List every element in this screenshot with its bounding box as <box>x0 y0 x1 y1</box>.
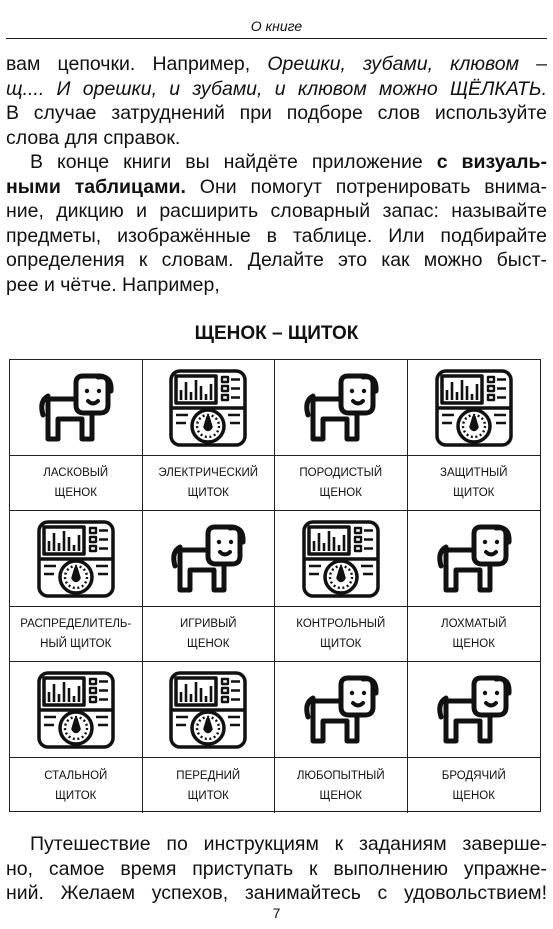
text-line: В случае затруднений при подборе слов используйте <box>6 102 547 125</box>
label-cell <box>10 456 143 511</box>
cell-label-line: ЩИТОК <box>187 487 229 499</box>
label-cell <box>143 456 276 511</box>
image-cell <box>10 511 143 607</box>
text-line: слова для справок. <box>6 126 181 149</box>
cell-label-line: ЩИТОК <box>55 789 97 802</box>
cell-label-line: ЗАЩИТНЫЙ <box>440 467 508 479</box>
label-cell <box>143 758 276 813</box>
control-panel-icon <box>168 368 248 448</box>
puppy-icon <box>301 673 381 747</box>
image-cell <box>143 360 276 456</box>
cell-label-line: ЛОХМАТЫЙ <box>441 618 507 630</box>
table-title: ЩЕНОК – ЩИТОК <box>194 323 359 344</box>
image-cell <box>10 360 143 456</box>
puppy-icon <box>36 371 116 445</box>
text-line: предметы, изображённые в таблице. Или подбирайте <box>6 224 547 247</box>
image-cell <box>143 511 276 607</box>
cell-label-line: КОНТРОЛЬНЫЙ <box>296 618 386 630</box>
image-cell <box>143 662 276 758</box>
text-line: определения к словам. Делайте это как можно быст- <box>6 249 547 272</box>
cell-label-line: ЩЕНОК <box>54 487 97 499</box>
cell-label-line: ЭЛЕКТРИЧЕСКИЙ <box>158 467 259 479</box>
control-panel-icon <box>168 670 248 750</box>
cell-label-line: БРОДЯЧИЙ <box>441 769 506 782</box>
header-divider <box>6 38 547 39</box>
running-header: О книге <box>250 18 303 34</box>
control-panel-icon <box>36 670 116 750</box>
label-cell <box>408 607 541 662</box>
label-cell <box>143 607 276 662</box>
image-cell <box>408 511 541 607</box>
puppy-icon <box>301 371 381 445</box>
image-cell <box>408 662 541 758</box>
puppy-icon <box>434 522 514 596</box>
text-line: ний. Желаем успехов, занимайтесь с удовольствием! <box>6 882 547 905</box>
image-cell <box>10 662 143 758</box>
text-line: щ.... И орешки, и зубами, и клювом можно ЩЁЛКАТЬ. <box>6 77 547 100</box>
visual-table <box>9 359 541 812</box>
cell-label-line: ПОРОДИСТЫЙ <box>299 467 383 479</box>
cell-label-line: ЛЮБОПЫТНЫЙ <box>296 769 385 782</box>
closing-paragraph <box>6 832 547 906</box>
text-line: В конце книги вы найдёте приложение с визуаль- <box>30 151 547 173</box>
cell-label-line: ЩЕНОК <box>319 487 362 499</box>
cell-label-line: ЛАСКОВЫЙ <box>43 467 109 479</box>
text-line: но, самое время приступать к выполнению упражне- <box>6 857 547 880</box>
page-number: 7 <box>272 905 281 921</box>
label-cell <box>10 758 143 813</box>
cell-label-line: НЫЙ ЩИТОК <box>40 638 112 650</box>
text-line: ние, дикцию и расширить словарный запас: называйте <box>6 200 547 223</box>
control-panel-icon <box>36 519 116 599</box>
control-panel-icon <box>301 519 381 599</box>
image-cell <box>408 360 541 456</box>
label-cell <box>10 607 143 662</box>
cell-label-line: СТАЛЬНОЙ <box>44 769 108 782</box>
label-cell <box>275 758 408 813</box>
text-line: ными таблицами. Они помогут потренировать внима- <box>6 175 547 198</box>
label-cell <box>408 758 541 813</box>
control-panel-icon <box>434 368 514 448</box>
label-cell <box>275 607 408 662</box>
label-cell <box>275 456 408 511</box>
appendix-paragraph <box>6 150 547 298</box>
cell-label-line: ЩЕНОК <box>319 789 362 802</box>
text-line: вам цепочки. Например, Орешки, зубами, клювом – <box>6 53 548 75</box>
cell-label-line: ЩЕНОК <box>452 789 495 802</box>
cell-label-line: ЩИТОК <box>187 789 229 802</box>
cell-label-line: ПЕРЕДНИЙ <box>176 769 241 782</box>
image-cell <box>275 662 408 758</box>
text-line: рее и чётче. Например, <box>6 273 220 296</box>
puppy-icon <box>168 522 248 596</box>
puppy-icon <box>434 673 514 747</box>
intro-paragraph <box>6 52 547 150</box>
text-line: Путешествие по инструкциям к заданиям заверше- <box>30 833 547 855</box>
image-cell <box>275 360 408 456</box>
cell-label-line: ЩЕНОК <box>452 638 495 650</box>
cell-label-line: РАСПРЕДЕЛИТЕЛЬ- <box>20 618 132 630</box>
cell-label-line: ЩИТОК <box>453 487 495 499</box>
cell-label-line: ЩЕНОК <box>187 638 230 650</box>
image-cell <box>275 511 408 607</box>
label-cell <box>408 456 541 511</box>
cell-label-line: ИГРИВЫЙ <box>179 618 237 630</box>
cell-label-line: ЩИТОК <box>320 638 362 650</box>
